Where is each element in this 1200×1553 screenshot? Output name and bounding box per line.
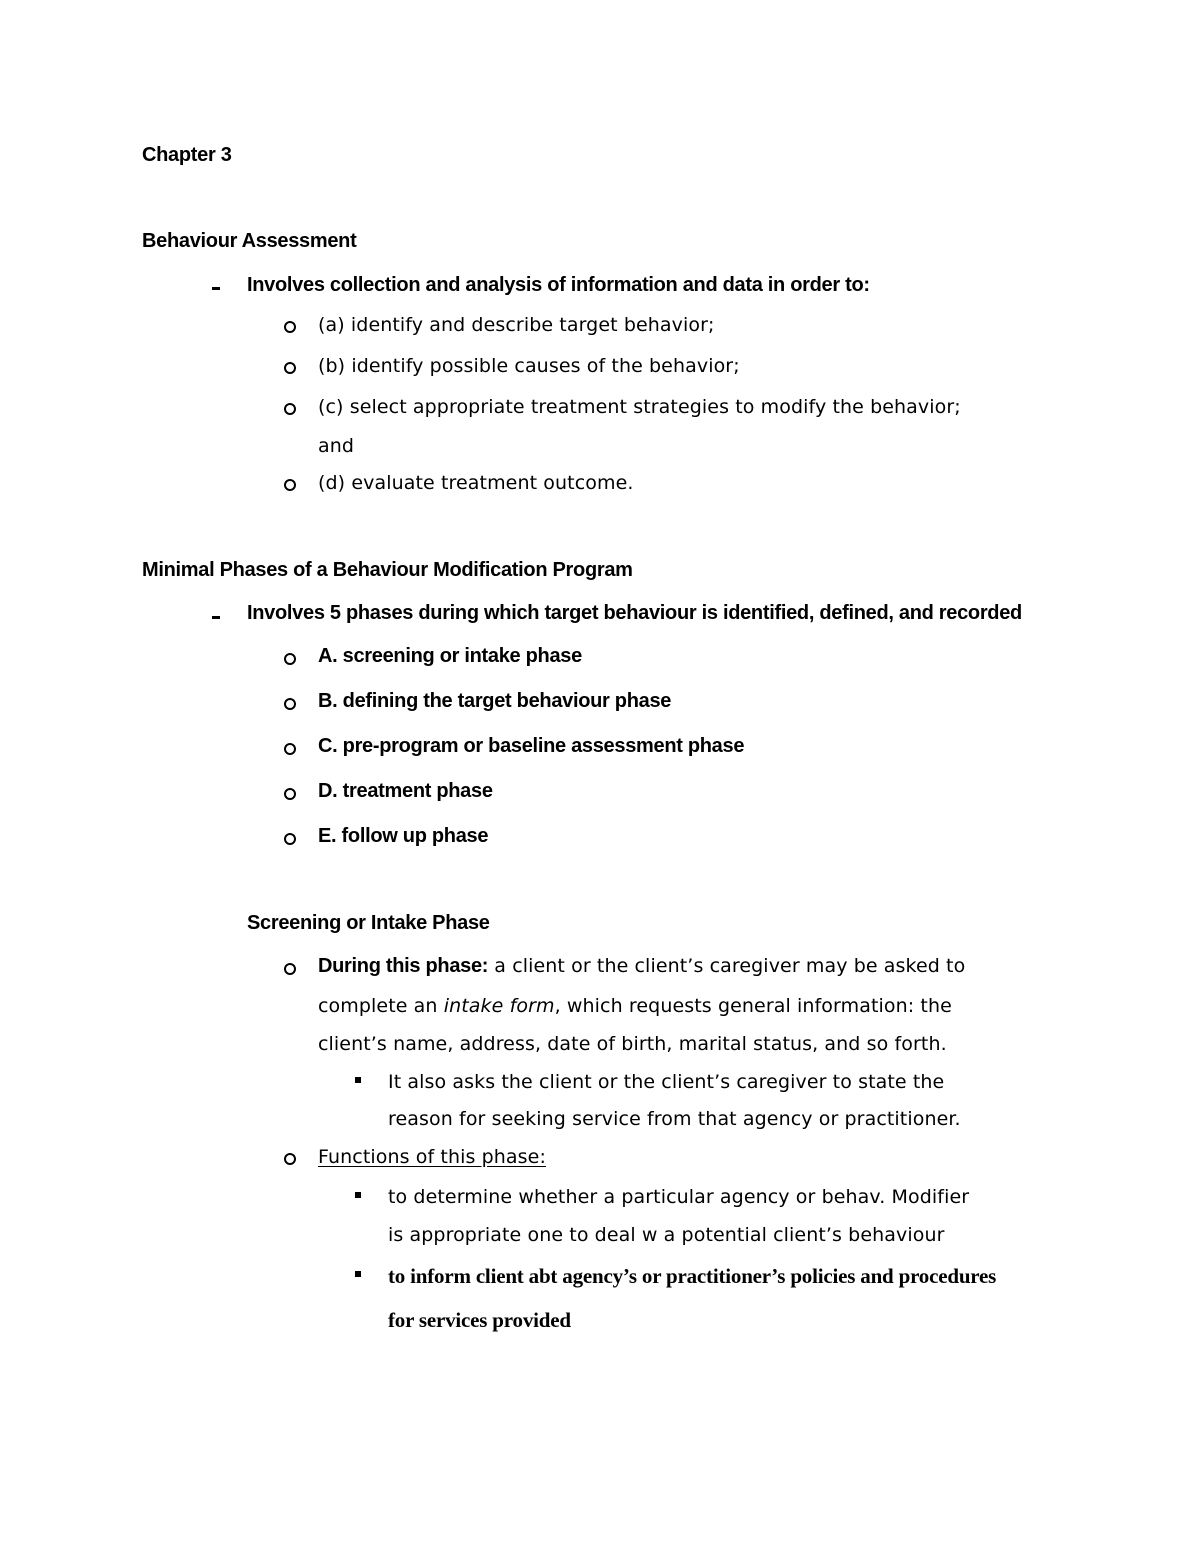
phase-item-a: A. screening or intake phase bbox=[318, 645, 582, 667]
during-text-2a: complete an bbox=[318, 995, 444, 1017]
function-1-line-2: is appropriate one to deal w a potential client’s behaviour bbox=[388, 1224, 945, 1246]
functions-label: Functions of this phase: bbox=[318, 1146, 546, 1168]
dash-bullet-icon bbox=[212, 616, 220, 619]
function-2-line-2: for services provided bbox=[388, 1308, 571, 1332]
phase-item-e: E. follow up phase bbox=[318, 825, 489, 847]
during-text-2b: , which requests general information: the bbox=[554, 995, 952, 1017]
assessment-item-a: (a) identify and describe target behavior; bbox=[318, 314, 715, 336]
square-bullet-icon bbox=[355, 1271, 361, 1277]
screening-during-line-3: client’s name, address, date of birth, marital status, and so forth. bbox=[318, 1033, 947, 1055]
circle-bullet-icon bbox=[284, 833, 296, 845]
section-heading-assessment: Behaviour Assessment bbox=[142, 230, 357, 252]
circle-bullet-icon bbox=[284, 653, 296, 665]
function-2-line-1: to inform client abt agency’s or practitioner’s policies and procedures bbox=[388, 1264, 997, 1288]
circle-bullet-icon bbox=[284, 743, 296, 755]
square-bullet-icon bbox=[355, 1077, 361, 1083]
section-heading-phases: Minimal Phases of a Behaviour Modification Program bbox=[142, 559, 633, 581]
phase-item-d: D. treatment phase bbox=[318, 780, 493, 802]
screening-also-line-1: It also asks the client or the client’s caregiver to state the bbox=[388, 1071, 945, 1093]
screening-during-line-2 bbox=[318, 995, 952, 1017]
dash-bullet-icon bbox=[212, 287, 220, 290]
assessment-item-b: (b) identify possible causes of the behavior; bbox=[318, 355, 740, 377]
square-bullet-icon bbox=[355, 1192, 361, 1198]
circle-bullet-icon bbox=[284, 788, 296, 800]
assessment-intro: Involves collection and analysis of information and data in order to: bbox=[247, 274, 870, 296]
circle-bullet-icon bbox=[284, 698, 296, 710]
assessment-item-c: (c) select appropriate treatment strategies to modify the behavior; bbox=[318, 396, 961, 418]
during-text-1: a client or the client’s caregiver may be asked to bbox=[488, 955, 966, 977]
phase-item-b: B. defining the target behaviour phase bbox=[318, 690, 672, 712]
assessment-item-d: (d) evaluate treatment outcome. bbox=[318, 472, 634, 494]
phase-item-c: C. pre-program or baseline assessment phase bbox=[318, 735, 745, 757]
circle-bullet-icon bbox=[284, 479, 296, 491]
circle-bullet-icon bbox=[284, 963, 296, 975]
chapter-title: Chapter 3 bbox=[142, 144, 232, 166]
circle-bullet-icon bbox=[284, 1153, 296, 1165]
phases-intro: Involves 5 phases during which target behaviour is identified, defined, and recorded bbox=[247, 602, 1022, 624]
subsection-heading-screening: Screening or Intake Phase bbox=[247, 912, 490, 934]
assessment-item-c-cont: and bbox=[318, 435, 355, 457]
screening-during-line-1 bbox=[318, 955, 965, 978]
screening-also-line-2: reason for seeking service from that agency or practitioner. bbox=[388, 1108, 961, 1130]
function-1-line-1: to determine whether a particular agency or behav. Modifier bbox=[388, 1186, 970, 1208]
circle-bullet-icon bbox=[284, 403, 296, 415]
intake-form-term: intake form bbox=[443, 995, 555, 1017]
during-label: During this phase: bbox=[318, 955, 489, 977]
circle-bullet-icon bbox=[284, 362, 296, 374]
circle-bullet-icon bbox=[284, 321, 296, 333]
